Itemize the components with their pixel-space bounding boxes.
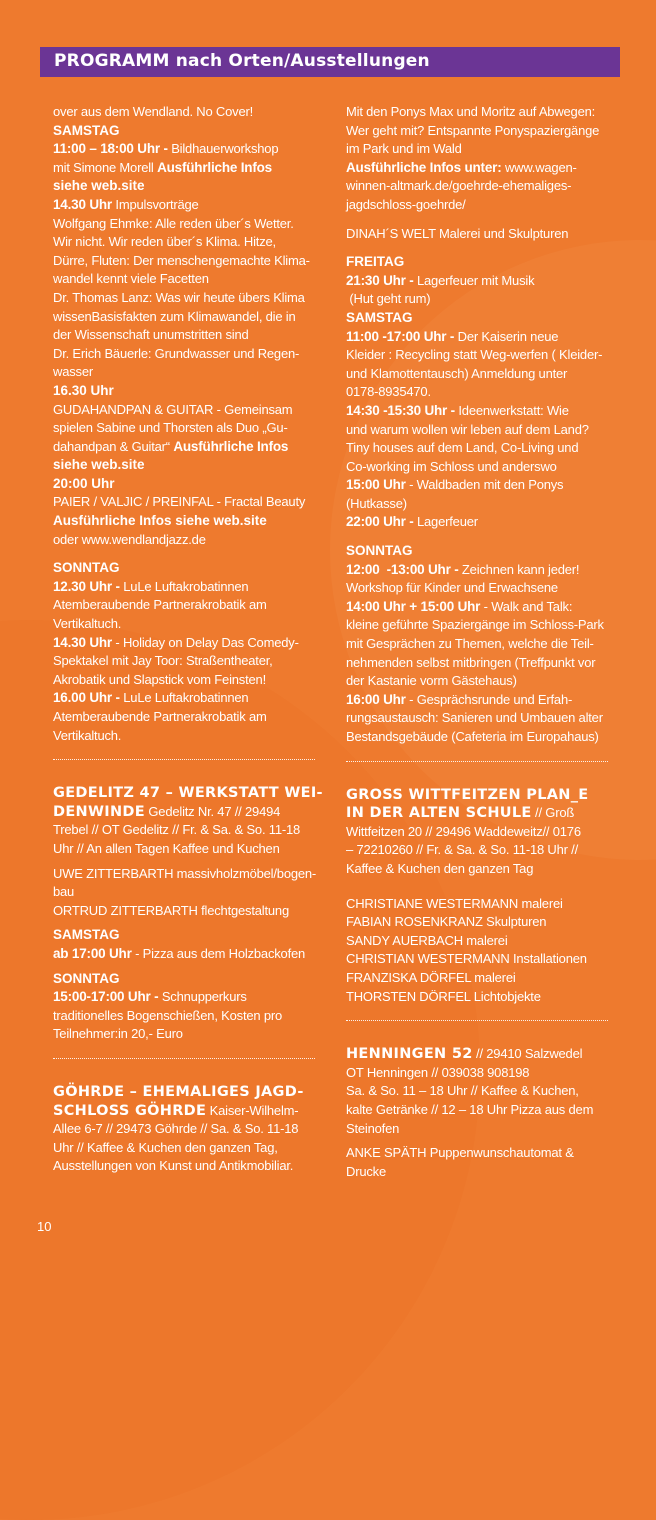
venue-address: Trebel // OT Gedelitz // Fr. & Sa. & So. 11-18 [53,822,301,838]
venue-address: Uhr // Kaffee & Kuchen den ganzen Tag, [53,1139,278,1155]
event-text: Zeichnen kann jeder! [461,561,580,577]
venue-address [53,1102,325,1121]
event-text: Bildhauerworkshop [171,141,279,157]
event-time: 15:00 Uhr [346,477,406,493]
event-time: 15:00-17:00 Uhr - [53,989,159,1005]
venue-address: kalte Getränke // 12 – 18 Uhr Pizza aus dem [346,1101,594,1117]
day-heading: FREITAG [346,254,405,270]
event-entry [346,691,618,710]
event-entry [53,988,325,1007]
venue-name: GROSS WITTFEITZEN PLAN_E [346,786,589,803]
event-text: Schnupperkurs [161,989,247,1005]
venue-address: Kaffee & Kuchen den ganzen Tag [346,860,534,876]
artist-entry: Drucke [346,1163,386,1179]
event-entry [346,561,618,580]
event-text: LuLe Luftakrobatinnen [123,690,249,706]
event-entry [346,328,618,347]
continued-text: im Park und im Wald [346,141,462,157]
event-text: Vertikaltuch. [53,727,122,743]
right-column [346,103,618,1181]
event-text: wandel kennt viele Facetten [53,271,209,287]
event-time: 22:00 Uhr - [346,514,414,530]
dotted-separator [346,1020,608,1021]
event-text: Der Kaiserin neue [457,328,559,344]
event-text: und Klamottentausch) Anmeldung unter [346,365,568,381]
venue-address: Gedelitz Nr. 47 // 29494 [148,803,281,819]
event-text: mit Simone Morell [53,159,154,175]
event-text: Dr. Thomas Lanz: Was wir heute übers Klima [53,289,305,305]
event-text: Akrobatik und Slapstick vom Feinsten! [53,671,266,687]
event-time: 14.30 Uhr [53,634,112,650]
event-text: wasser [53,364,93,380]
event-text: und warum wollen wir leben auf dem Land? [346,421,589,437]
venue-name: DENWINDE [53,803,145,820]
event-entry [53,196,325,215]
event-text: spielen Sabine und Thorsten als Duo „Gu- [53,420,288,436]
page-number: 10 [37,1219,52,1234]
event-text: Lagerfeuer mit Musik [417,272,535,288]
event-text: Dürre, Fluten: Der menschengemachte Klima- [53,252,310,268]
event-text: Impulsvorträge [115,196,199,212]
continued-text: over aus dem Wendland. No Cover! [53,104,254,119]
event-time: ab 17:00 Uhr [53,945,132,961]
page-title: PROGRAMM nach Orten/Ausstellungen [54,51,430,71]
event-text: - Gesprächsrunde und Erfah- [409,691,573,707]
event-text: - Pizza aus dem Holzbackofen [135,945,306,961]
venue-heading [346,786,618,805]
event-text: PAIER / VALJIC / PREINFAL - Fractal Beauty [53,494,306,510]
info-label: siehe web.site [53,457,145,473]
header-band [40,47,620,77]
artist-entry: FABIAN ROSENKRANZ Skulpturen [346,914,547,930]
artist-entry: SANDY AUERBACH malerei [346,932,508,948]
venue-address [346,804,618,823]
venue-address: Ausstellungen von Kunst und Antikmobiliar. [53,1158,294,1174]
event-entry [346,513,618,532]
event-entry [346,598,618,617]
artist-entry: DINAH´S WELT Malerei und Skulpturen [346,225,569,241]
event-time: 20:00 Uhr [53,475,115,491]
venue-address: Kaiser-Wilhelm- [209,1102,299,1118]
artist-entry: CHRISTIAN WESTERMANN Installationen [346,951,587,967]
event-text: Dr. Erich Bäuerle: Grundwasser und Regen- [53,345,300,361]
event-text: kleine geführte Spaziergänge im Schloss-Park [346,617,604,633]
artist-entry: CHRISTIANE WESTERMANN malerei [346,895,563,911]
day-heading: SONNTAG [53,560,120,576]
event-time: 14:00 Uhr + 15:00 Uhr [346,598,481,614]
event-text: - Waldbaden mit den Ponys [405,477,564,493]
info-label: Ausführliche Infos [173,438,289,454]
event-time: 11:00 – 18:00 Uhr - [53,141,168,157]
venue-address: OT Henningen // 039038 908198 [346,1064,530,1080]
event-entry [53,634,325,653]
artist-entry: THORSTEN DÖRFEL Lichtobjekte [346,988,541,1004]
day-heading: SAMSTAG [346,309,413,325]
info-label: siehe web.site [53,178,145,194]
event-time: 16:00 Uhr [346,691,406,707]
event-text: mit Gesprächen zu Themen, welche die Teil- [346,636,594,652]
event-text: rungsaustausch: Sanieren und Umbauen alter [346,710,603,726]
event-entry [53,689,325,708]
artist-entry: bau [53,884,75,900]
website-link[interactable]: winnen-altmark.de/goehrde-ehemaliges- [346,178,572,194]
venue-name: GÖHRDE – EHEMALIGES JAGD- [53,1083,304,1100]
event-text: Atemberaubende Partnerakrobatik am [53,597,267,613]
day-heading: SONNTAG [53,970,120,986]
artist-entry: FRANZISKA DÖRFEL malerei [346,969,516,985]
continued-text: Wer geht mit? Entspannte Ponyspaziergänge [346,122,600,138]
artist-entry: ORTRUD ZITTERBARTH flechtgestaltung [53,902,289,918]
day-heading: SONNTAG [346,543,413,559]
event-text: Wir nicht. Wir reden über´s Klima. Hitze, [53,234,276,250]
venue-address: Uhr // An allen Tagen Kaffee und Kuchen [53,840,280,856]
event-entry [53,945,325,964]
venue-name: IN DER ALTEN SCHULE [346,805,532,822]
dotted-separator [53,759,315,760]
event-text: Tiny houses auf dem Land, Co-Living und [346,440,579,456]
website-link[interactable]: jagdschloss-goehrde/ [346,196,466,212]
event-text: 0178-8935470. [346,384,431,400]
event-text: LuLe Luftakrobatinnen [123,578,249,594]
event-text: (Hutkasse) [346,495,407,511]
event-text: Atemberaubende Partnerakrobatik am [53,709,267,724]
event-text: dahandpan & Guitar“ [53,438,170,454]
info-label: Ausführliche Infos [157,159,272,175]
event-text [53,438,325,457]
event-time: 12:00 -13:00 Uhr - [346,561,459,577]
event-text: Workshop für Kinder und Erwachsene [346,580,558,596]
venue-address [53,803,325,822]
event-entry [346,476,618,495]
event-text: Ideenwerkstatt: Wie [458,402,569,418]
venue-heading [53,1083,325,1102]
event-entry [53,140,325,159]
artist-entry: ANKE SPÄTH Puppenwunschautomat & [346,1145,574,1161]
info-label: Ausführliche Infos unter: [346,159,502,175]
info-label: Ausführliche Infos siehe web.site [53,513,267,529]
venue-address: Sa. & So. 11 – 18 Uhr // Kaffee & Kuchen, [346,1083,579,1099]
event-text: Co-working im Schloss und anderswo [346,458,557,474]
event-entry [346,272,618,291]
website-link[interactable]: www.wagen- [504,159,577,175]
event-text: GUDAHANDPAN & GUITAR - Gemeinsam [53,401,293,417]
venue-address: Wittfeitzen 20 // 29496 Waddeweitz// 0176 [346,823,581,839]
venue-address: // 29410 Salzwedel [476,1046,583,1062]
venue-address: Steinofen [346,1120,400,1136]
event-text: (Hut geht rum) [346,291,431,307]
venue-name: GEDELITZ 47 – WERKSTATT WEI- [53,785,323,802]
event-entry [346,402,618,421]
event-text: der Wissenschaft unumstritten sind [53,327,249,343]
event-time: 12.30 Uhr - [53,578,120,594]
venue-heading [53,784,325,803]
event-entry [53,578,325,597]
event-time: 21:30 Uhr - [346,272,414,288]
event-text: wissenBasisfakten zum Klimawandel, die in [53,308,296,324]
event-text: nehmenden selbst mitbringen (Treffpunkt vor [346,654,596,670]
event-time: 14:30 -15:30 Uhr - [346,402,455,418]
event-time: 16.00 Uhr - [53,690,120,706]
left-column [53,103,325,1176]
day-heading: SAMSTAG [53,927,120,943]
event-text: Kleider : Recycling statt Weg-werfen ( Kleider- [346,347,603,363]
dotted-separator [346,761,608,762]
event-text: - Holiday on Delay Das Comedy- [115,634,299,650]
event-text: - Walk and Talk: [483,598,573,614]
venue-name: HENNINGEN 52 [346,1046,473,1063]
event-text: Spektakel mit Jay Toor: Straßentheater, [53,653,273,669]
venue-address: – 72210260 // Fr. & Sa. & So. 11-18 Uhr // [346,842,578,858]
artist-entry: UWE ZITTERBARTH massivholzmöbel/bogen- [53,865,317,881]
website-link[interactable]: oder www.wendlandjazz.de [53,531,206,547]
event-time: 16.30 Uhr [53,382,114,398]
day-heading: SAMSTAG [53,122,120,138]
venue-address: // Groß [535,805,575,821]
event-time: 14.30 Uhr [53,196,112,212]
event-text: traditionelles Bogenschießen, Kosten pro [53,1007,283,1023]
event-time: 11:00 -17:00 Uhr - [346,328,455,344]
event-text: Bestandsgebäude (Cafeteria im Europahaus) [346,729,599,744]
event-text: Wolfgang Ehmke: Alle reden über´s Wetter. [53,215,294,231]
info-entry [346,159,618,178]
venue-heading [346,1045,618,1064]
continued-text: Mit den Ponys Max und Moritz auf Abwegen: [346,104,596,119]
event-text: der Kastanie vorm Gästehaus) [346,673,517,689]
event-text: Lagerfeuer [417,514,478,530]
venue-address: Allee 6-7 // 29473 Göhrde // Sa. & So. 11-18 [53,1121,299,1137]
venue-name: SCHLOSS GÖHRDE [53,1102,207,1119]
event-text: Teilnehmer:in 20,- Euro [53,1026,183,1042]
event-text: Vertikaltuch. [53,616,122,632]
event-text [53,159,325,178]
dotted-separator [53,1058,315,1059]
